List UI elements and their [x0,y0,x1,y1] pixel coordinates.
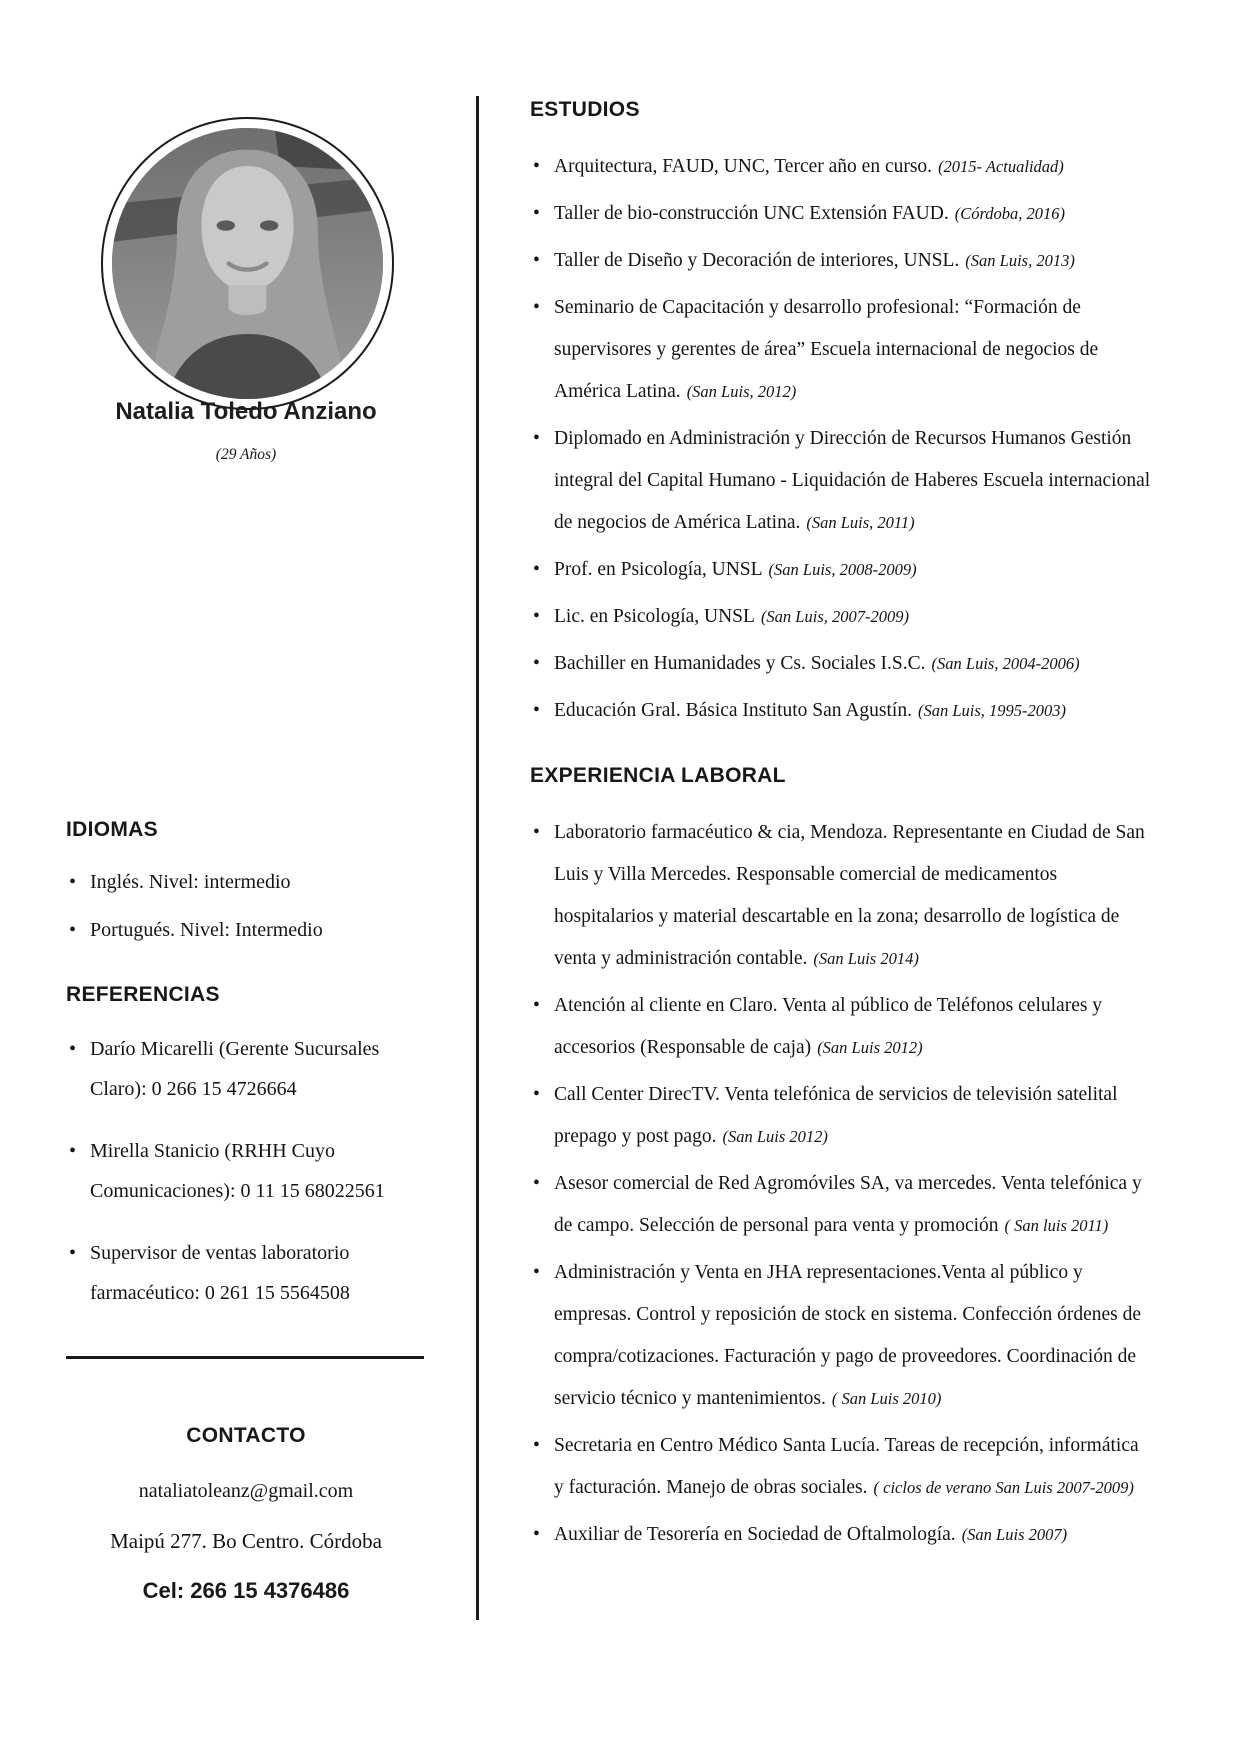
item-text: Bachiller en Humanidades y Cs. Sociales I.S.C. [554,653,926,674]
idiomas-list [66,862,418,950]
item-text: Call Center DirecTV. Venta telefónica de servicios de televisión satelital prepago y post pago. [554,1084,1118,1147]
item-text: Educación Gral. Básica Instituto San Agustín. [554,700,912,721]
list-item [530,1425,1152,1509]
section-idiomas [66,818,418,958]
item-date-note: ( San Luis 2010) [831,1389,942,1408]
item-text: Auxiliar de Tesorería en Sociedad de Oftalmología. [554,1524,956,1545]
profile-photo [112,128,383,399]
section-contacto [46,1424,446,1604]
item-text: Arquitectura, FAUD, UNC, Tercer año en curso. [554,156,933,177]
list-item [530,596,1152,638]
left-column-divider [66,1356,424,1359]
estudios-list [530,146,1152,732]
contact-email: nataliatoleanz@gmail.com [138,1480,354,1502]
list-item [530,418,1152,544]
portrait-silhouette-image [112,128,383,399]
list-item [530,643,1152,685]
list-item: • Darío Micarelli (Gerente Sucursales Claro): 0 266 15 4726664 [66,1029,422,1109]
list-item [530,1252,1152,1420]
idiomas-title: IDIOMAS [66,818,158,841]
item-text: Atención al cliente en Claro. Venta al público de Teléfonos celulares y accesorios (Responsable de caja) [554,995,1103,1058]
list-item [530,985,1152,1069]
list-item [530,690,1152,732]
item-text: Secretaria en Centro Médico Santa Lucía. Tareas de recepción, informática y facturación. Manejo de obras sociales. [554,1435,1139,1498]
right-column [530,98,1152,1561]
list-item [530,146,1152,188]
list-item [530,549,1152,591]
contact-address: Maipú 277. Bo Centro. Córdoba [110,1529,382,1553]
list-item: • Inglés. Nivel: intermedio [66,862,418,902]
item-date-note: (San Luis 2012) [817,1038,923,1057]
item-text: Lic. en Psicología, UNSL [554,606,755,627]
list-item [530,193,1152,235]
item-text: Diplomado en Administración y Dirección de Recursos Humanos Gestión integral del Capital Humano - Liquidación de Haberes Escuela internacional de negocios de América Latina. [554,428,1151,533]
section-referencias [66,983,422,1335]
item-date-note: ( San luis 2011) [1004,1216,1109,1235]
contacto-title: CONTACTO [186,1424,306,1447]
item-date-note: (San Luis 2014) [813,949,919,968]
referencias-title: REFERENCIAS [66,983,220,1006]
item-text: Taller de bio-construcción UNC Extensión FAUD. [554,203,949,224]
item-date-note: (San Luis, 2004-2006) [931,654,1080,673]
item-text: Asesor comercial de Red Agromóviles SA, va mercedes. Venta telefónica y de campo. Selección de personal para venta y promoción [554,1173,1142,1236]
item-date-note: (San Luis, 2008-2009) [768,560,917,579]
item-date-note: (San Luis, 2012) [686,382,797,401]
column-divider [476,96,479,1620]
list-item: • Mirella Stanicio (RRHH Cuyo Comunicaciones): 0 11 15 68022561 [66,1131,422,1211]
experiencia-title: EXPERIENCIA LABORAL [530,764,786,787]
list-item: • Portugués. Nivel: Intermedio [66,910,418,950]
item-date-note: (San Luis, 2013) [965,251,1075,270]
item-date-note: (San Luis, 1995-2003) [917,701,1067,720]
profile-name: Natalia Toledo Anziano [115,398,377,425]
item-date-note: (San Luis 2007) [961,1525,1068,1544]
item-text: Administración y Venta en JHA representaciones.Venta al público y empresas. Control y reposición de stock en sistema. Confección órdenes de compra/cotizaciones. Facturación y pago de proveedores. Coordinación de servicio técnico y mantenimientos. [554,1262,1142,1409]
profile-age-note: (29 Años) [215,446,277,463]
contact-phone: Cel: 266 15 4376486 [142,1578,350,1603]
item-date-note: ( ciclos de verano San Luis 2007-2009) [873,1478,1134,1497]
list-item: • Supervisor de ventas laboratorio farmacéutico: 0 261 15 5564508 [66,1233,422,1313]
item-date-note: (San Luis 2012) [722,1127,828,1146]
list-item [530,287,1152,413]
list-item [530,1514,1152,1556]
referencias-list [66,1029,422,1313]
list-item [530,812,1152,980]
item-date-note: (Córdoba, 2016) [954,204,1066,223]
item-date-note: (San Luis, 2007-2009) [760,607,909,626]
item-text: Seminario de Capacitación y desarrollo profesional: “Formación de supervisores y gerentes de área” Escuela internacional de negocios de América Latina. [554,297,1099,402]
list-item [530,240,1152,282]
item-text: Taller de Diseño y Decoración de interiores, UNSL. [554,250,960,271]
estudios-title: ESTUDIOS [530,98,640,121]
item-text: Laboratorio farmacéutico & cia, Mendoza. Representante en Ciudad de San Luis y Villa Mercedes. Responsable comercial de medicamentos hospitalarios y material descartable en la zona; desarrollo de logística de venta y administración contable. [554,822,1145,969]
experiencia-list [530,812,1152,1556]
list-item [530,1074,1152,1158]
list-item [530,1163,1152,1247]
item-date-note: (2015- Actualidad) [938,157,1064,176]
item-text: Prof. en Psicología, UNSL [554,559,763,580]
profile-photo-ring [101,117,394,410]
item-date-note: (San Luis, 2011) [806,513,915,532]
